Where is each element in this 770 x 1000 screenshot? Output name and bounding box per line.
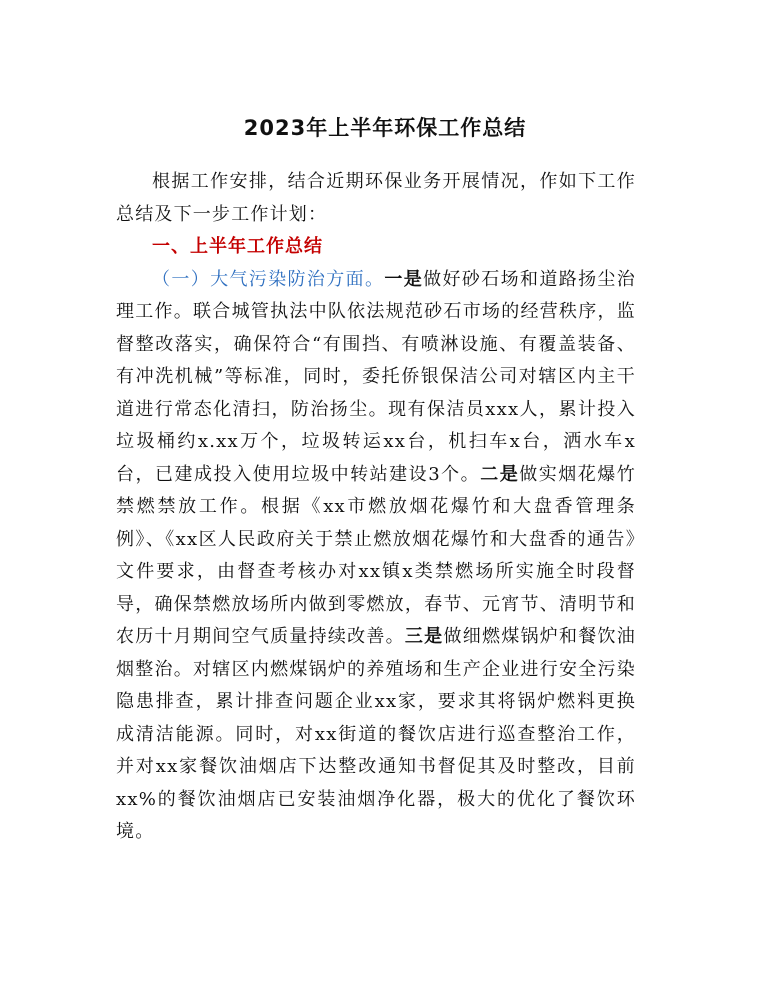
document-body: [116, 166, 636, 849]
paragraph-text-3: 做细燃煤锅炉和餐饮油烟整治。对辖区内燃煤锅炉的养殖场和生产企业进行安全污染隐患排查，累计排查问题企业xx家，要求其将锅炉燃料更换成清洁能源。同时，对xx街道的餐饮店进行巡查整治工作，并对xx家餐饮油烟店下达整改通知书督促其及时整改，目前xx%的餐饮油烟店已安装油烟净化器，极大的优化了餐饮环境。: [116, 626, 637, 842]
document-title: 2023年上半年环保工作总结: [243, 116, 527, 140]
subsection-1-heading: （一）大气污染防治方面。: [152, 268, 385, 290]
lead-word-1: 一是: [384, 268, 424, 290]
paragraph-text-2: 做实烟花爆竹禁燃禁放工作。根据《xx市燃放烟花爆竹和大盘香管理条例》、《xx区人民政府关于禁止燃放烟花爆竹和大盘香的通告》文件要求，由督查考核办对xx镇x类禁燃场所实施全时段督导，确保禁燃放场所内做到零燃放，春节、元宵节、清明节和农历十月期间空气质量持续改善。: [116, 463, 636, 647]
intro-paragraph: 根据工作安排，结合近期环保业务开展情况，作如下工作总结及下一步工作计划：: [116, 171, 636, 225]
section-heading: [116, 231, 636, 264]
paragraph-text-1: 做好砂石场和道路扬尘治理工作。联合城管执法中队依法规范砂石市场的经营秩序，监督整改落实，确保符合“有围挡、有喷淋设施、有覆盖装备、有冲洗机械”等标准，同时，委托侨银保洁公司对辖区内主干道进行常态化清扫，防治扬尘。现有保洁员xxx人，累计投入垃圾桶约x.xx万个，垃圾转运xx台，机扫车x台，洒水车x台，已建成投入使用垃圾中转站建设3个。: [116, 268, 636, 485]
lead-word-2: 二是: [480, 463, 520, 485]
lead-word-3: 三是: [404, 626, 444, 647]
section-1-heading: 一、上半年工作总结: [152, 236, 323, 257]
air-pollution-paragraph: [116, 264, 636, 849]
